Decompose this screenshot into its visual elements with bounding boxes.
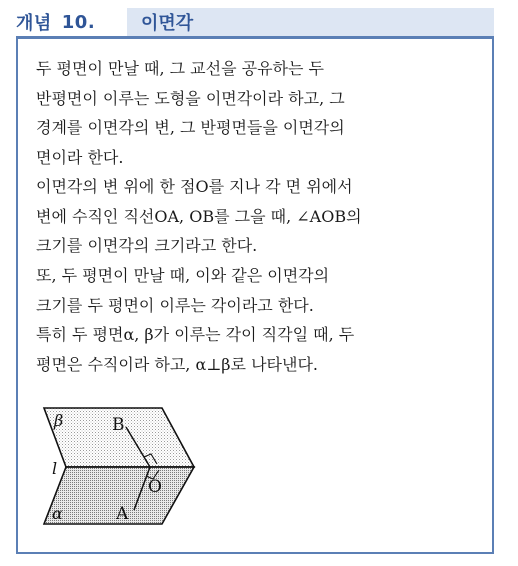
text-line: 특히 두 평면α, β가 이루는 각이 직각일 때, 두 [36,325,355,344]
definition-paragraph [36,54,478,172]
concept-number: 10. [61,11,96,33]
text-line: 크기를 이면각의 크기라고 한다. [36,236,258,255]
label-edge: l [52,459,58,478]
planes-angle-paragraph [36,261,478,320]
text-line: 이면각의 변 위에 한 점O를 지나 각 면 위에서 [36,177,353,196]
text-line: 변에 수직인 직선OA, OB를 그을 때, ∠AOB의 [36,206,362,226]
perpendicular-paragraph [36,320,478,379]
title-tab [127,8,494,36]
concept-number-label [16,8,95,36]
concept-header [16,8,494,36]
concept-box [16,36,494,554]
size-paragraph [36,172,478,261]
text-line: 두 평면이 만날 때, 그 교선을 공유하는 두 [36,59,324,78]
text-line: 평면은 수직이라 하고, α⊥β로 나타낸다. [36,354,319,374]
label-point-a: A [116,504,129,524]
label-beta: β [54,411,64,430]
concept-label: 개념 [16,13,52,34]
text-line: 면이라 한다. [36,147,124,167]
dihedral-diagram [38,402,198,527]
text-line: 반평면이 이루는 도형을 이면각이라 하고, 그 [36,88,345,108]
text-line: 또, 두 평면이 만날 때, 이와 같은 이면각의 [36,266,330,285]
label-point-b: B [112,415,125,435]
label-point-o: O [148,477,162,497]
label-alpha: α [52,504,63,523]
text-line: 경계를 이면각의 변, 그 반평면들을 이면각의 [36,118,345,137]
dihedral-angle-figure [38,402,198,527]
text-line: 크기를 두 평면이 이루는 각이라고 한다. [36,295,314,315]
page-title: 이면각 [141,13,194,34]
